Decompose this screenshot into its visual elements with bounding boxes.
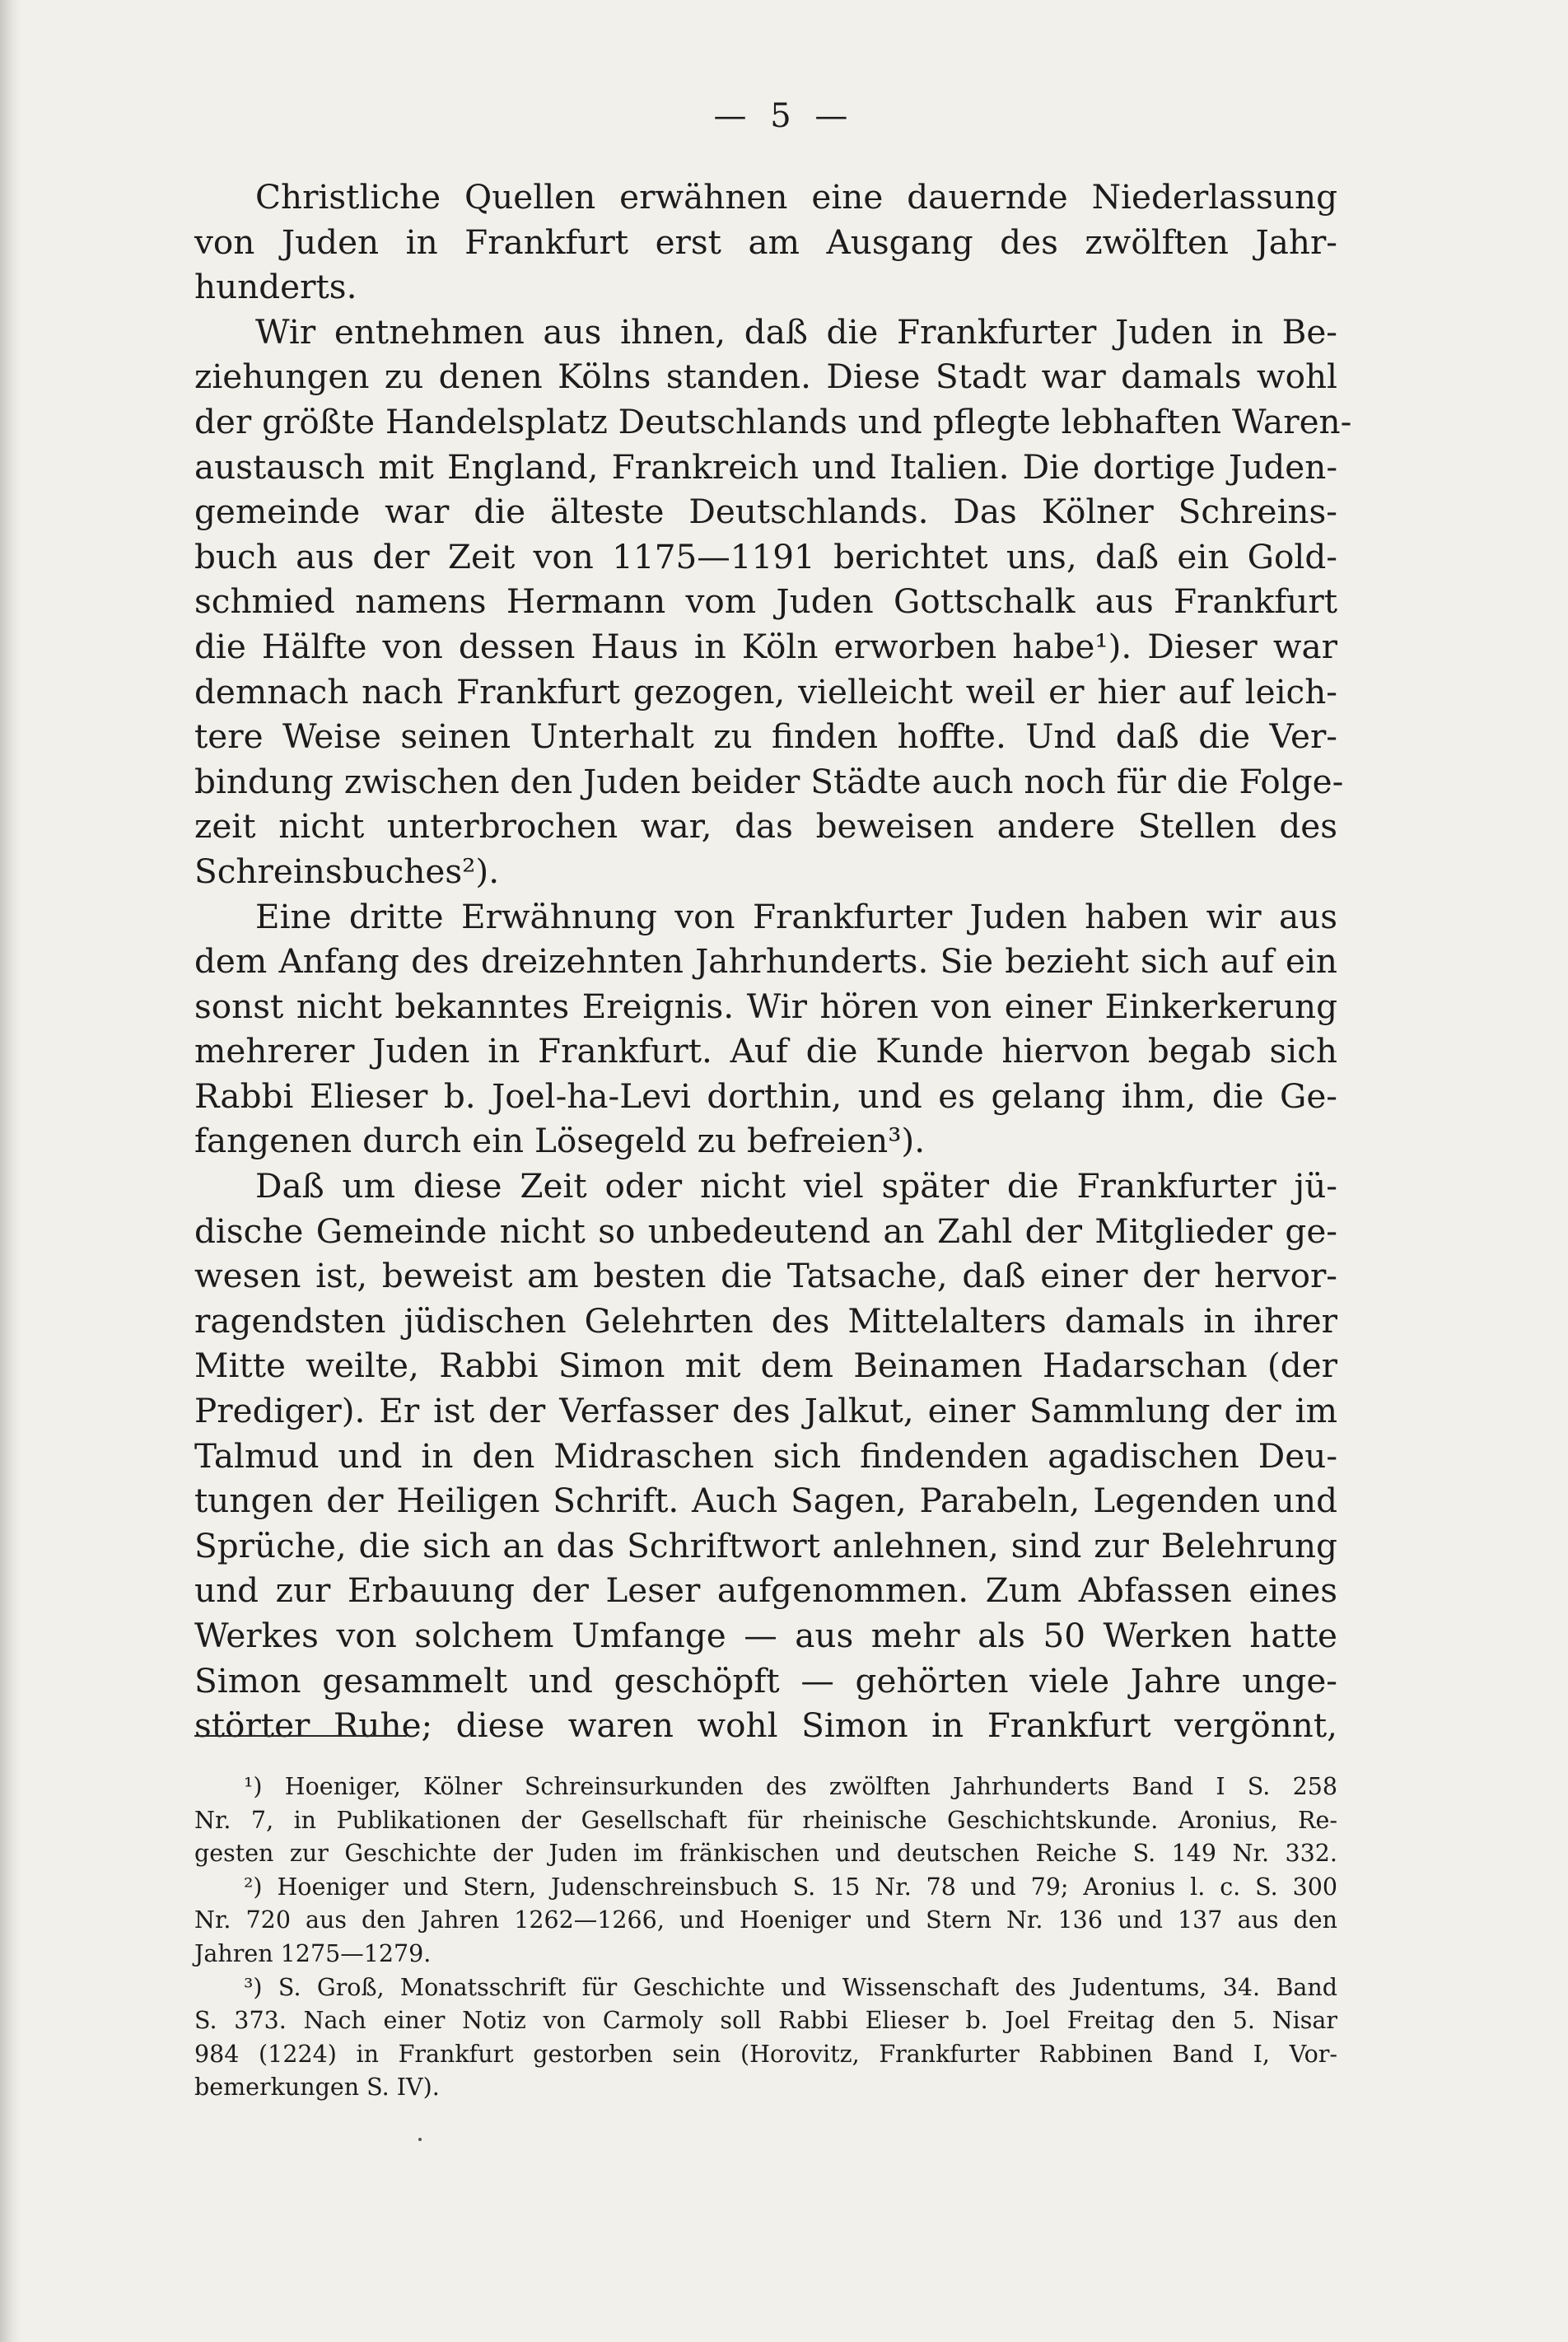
footnote-line: 984 (1224) in Frankfurt gestorben sein (Horovitz, Frankfurter Rabbinen Band I, Vor- xyxy=(194,2040,1337,2068)
print-speck xyxy=(418,2138,422,2141)
text-line: gemeinde war die älteste Deutschlands. Das Kölner Schreins- xyxy=(194,492,1337,532)
text-line: Wir entnehmen aus ihnen, daß die Frankfurter Juden in Be- xyxy=(255,311,1337,352)
text-line: demnach nach Frankfurt gezogen, vielleicht weil er hier auf leich- xyxy=(194,671,1337,711)
text-line: austausch mit England, Frankreich und Italien. Die dortige Juden- xyxy=(194,446,1337,487)
text-line: Prediger). Er ist der Verfasser des Jalkut, einer Sammlung der im xyxy=(194,1391,1337,1431)
page-edge-shadow xyxy=(0,0,21,2342)
text-line: ragendsten jüdischen Gelehrten des Mittelalters damals in ihrer xyxy=(194,1300,1337,1341)
footnote-line: bemerkungen S. IV). xyxy=(194,2074,440,2102)
page-number: — 5 — xyxy=(713,97,855,135)
footnote-line: Nr. 720 aus den Jahren 1262—1266, und Hoeniger und Stern Nr. 136 und 137 aus den xyxy=(194,1906,1337,1934)
text-line: tungen der Heiligen Schrift. Auch Sagen, Parabeln, Legenden und xyxy=(194,1481,1337,1521)
text-line: fangenen durch ein Lösegeld zu befreien³). xyxy=(194,1121,926,1161)
footnotes xyxy=(194,1770,1337,2105)
text-line: die Hälfte von dessen Haus in Köln erworben habe¹). Dieser war xyxy=(194,626,1337,666)
text-line: dische Gemeinde nicht so unbedeutend an Zahl der Mitglieder ge- xyxy=(194,1211,1337,1251)
footnote-line: Nr. 7, in Publikationen der Gesellschaft für rheinische Geschichtskunde. Aronius, Re- xyxy=(194,1806,1337,1834)
text-line: bindung zwischen den Juden beider Städte auch noch für die Folge- xyxy=(194,761,1344,801)
text-line: wesen ist, beweist am besten die Tatsache, daß einer der hervor- xyxy=(194,1256,1337,1296)
text-line: Daß um diese Zeit oder nicht viel später die Frankfurter jü- xyxy=(255,1166,1337,1206)
text-line: zeit nicht unterbrochen war, das beweisen andere Stellen des xyxy=(194,806,1337,847)
footnote-line: ³) S. Groß, Monatsschrift für Geschichte und Wissenschaft des Judentums, 34. Band xyxy=(244,1973,1337,2001)
footnote-line: ¹) Hoeniger, Kölner Schreinsurkunden des zwölften Jahrhunderts Band I S. 258 xyxy=(244,1773,1337,1800)
text-line: mehrerer Juden in Frankfurt. Auf die Kunde hiervon begab sich xyxy=(194,1031,1337,1071)
text-line: Mitte weilte, Rabbi Simon mit dem Beinamen Hadarschan (der xyxy=(194,1346,1337,1386)
text-line: Eine dritte Erwähnung von Frankfurter Juden haben wir aus xyxy=(255,896,1337,936)
footnote-divider xyxy=(194,1735,407,1737)
text-line: von Juden in Frankfurt erst am Ausgang des zwölften Jahr- xyxy=(194,222,1337,262)
text-line: schmied namens Hermann vom Juden Gottschalk aus Frankfurt xyxy=(194,581,1337,622)
text-line: Schreinsbuches²). xyxy=(194,851,500,891)
text-line: störter Ruhe; diese waren wohl Simon in Frankfurt vergönnt, xyxy=(194,1705,1337,1746)
text-line: Talmud und in den Midraschen sich findenden agadischen Deu- xyxy=(194,1435,1337,1476)
footnote-line: ²) Hoeniger und Stern, Judenschreinsbuch S. 15 Nr. 78 und 79; Aronius l. c. S. 300 xyxy=(244,1873,1337,1901)
footnote-line: gesten zur Geschichte der Juden im fränkischen und deutschen Reiche S. 149 Nr. 332. xyxy=(194,1840,1337,1868)
text-line: sonst nicht bekanntes Ereignis. Wir hören von einer Einkerkerung xyxy=(194,986,1337,1026)
footnote-line: S. 373. Nach einer Notiz von Carmoly soll Rabbi Elieser b. Joel Freitag den 5. Nisar xyxy=(194,2007,1337,2035)
text-line: der größte Handelsplatz Deutschlands und pflegte lebhaften Waren- xyxy=(194,401,1352,441)
text-line: hunderts. xyxy=(194,267,357,307)
text-line: Simon gesammelt und geschöpft — gehörten viele Jahre unge- xyxy=(194,1660,1337,1701)
text-line: Sprüche, die sich an das Schriftwort anlehnen, sind zur Belehrung xyxy=(194,1525,1337,1565)
text-line: Rabbi Elieser b. Joel-ha-Levi dorthin, und es gelang ihm, die Ge- xyxy=(194,1075,1337,1116)
text-line: Werkes von solchem Umfange — aus mehr als 50 Werken hatte xyxy=(194,1616,1337,1655)
text-line: buch aus der Zeit von 1175—1191 berichtet uns, daß ein Gold- xyxy=(194,536,1337,576)
footnote-line: Jahren 1275—1279. xyxy=(194,1939,432,1967)
text-line: tere Weise seinen Unterhalt zu finden hoffte. Und daß die Ver- xyxy=(194,716,1337,757)
text-line: dem Anfang des dreizehnten Jahrhunderts. Sie bezieht sich auf ein xyxy=(194,941,1337,982)
text-line: und zur Erbauung der Leser aufgenommen. Zum Abfassen eines xyxy=(194,1570,1337,1611)
text-line: Christliche Quellen erwähnen eine dauernde Niederlassung xyxy=(255,177,1337,217)
text-line: ziehungen zu denen Kölns standen. Diese Stadt war damals wohl xyxy=(194,357,1337,397)
main-text xyxy=(194,175,1352,1748)
